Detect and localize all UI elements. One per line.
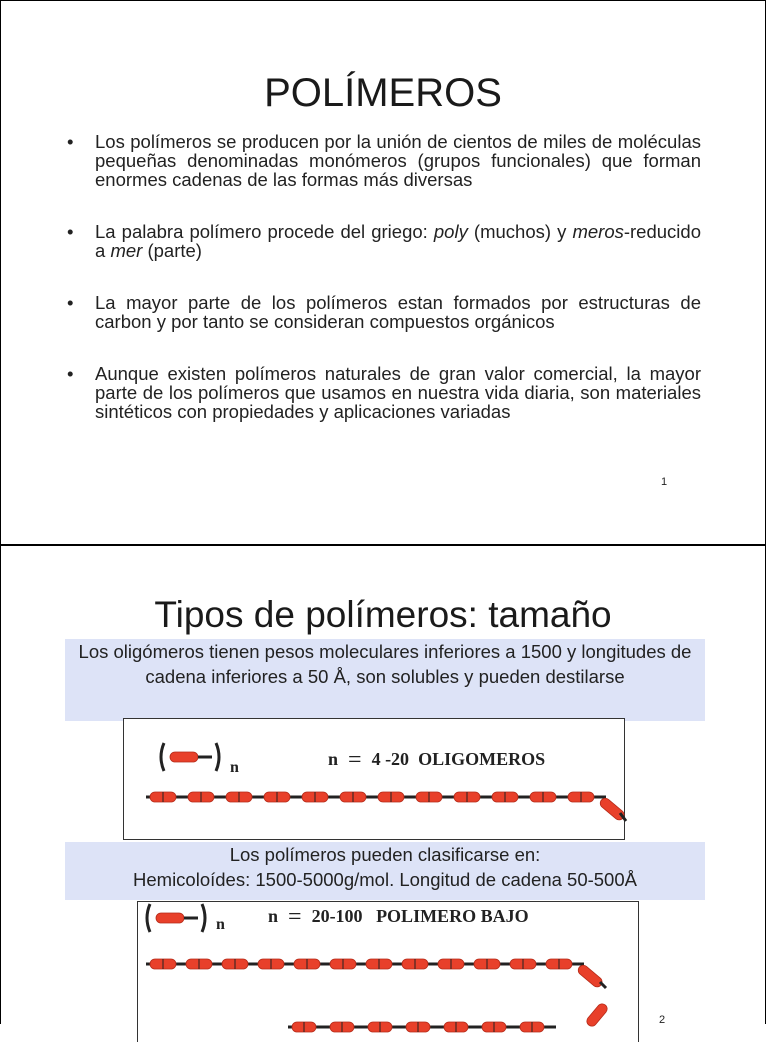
oligomer-diagram — [123, 718, 625, 840]
bullet-text: Aunque existen polímeros naturales de gran valor comercial, la mayor parte de los polímeros que usamos en nuestra vida diaria, son materiales sintéticos con propiedades y aplicaciones variadas — [95, 363, 701, 422]
range-label: 4 -20 — [371, 749, 410, 769]
low-polymer-equation — [268, 904, 529, 931]
bullet-text: (parte) — [142, 240, 202, 261]
band-line: Los polímeros pueden clasificarse en: — [229, 844, 541, 865]
oligomer-description — [65, 639, 705, 721]
bullet-item — [67, 293, 701, 331]
slide-2 — [0, 545, 766, 1024]
chain-link — [600, 982, 606, 988]
page-number: 2 — [659, 1014, 666, 1026]
type-label: OLIGOMEROS — [418, 749, 546, 769]
bullet-item — [67, 364, 701, 421]
bullet-list — [67, 132, 701, 421]
page-number: 1 — [661, 476, 668, 488]
bullet-text: (muchos) y — [467, 221, 573, 242]
n-label: n — [268, 906, 279, 926]
open-bracket — [147, 904, 150, 932]
close-bracket — [202, 904, 205, 932]
oligomer-equation — [328, 747, 545, 774]
bullet-text: La palabra polímero procede del griego: — [95, 221, 434, 242]
close-bracket — [216, 743, 219, 771]
polymer-classification — [65, 842, 705, 900]
slide-title: Tipos de polímeros: tamaño — [154, 594, 612, 635]
bullet-symbol: • — [67, 131, 74, 152]
n-label: n — [328, 749, 339, 769]
subscript-n: n — [230, 759, 239, 776]
band-line: Hemicoloídes: 1500-5000g/mol. Longitud de cadena 50-500Å — [133, 869, 637, 890]
bullet-symbol: • — [67, 292, 74, 313]
bullet-text: La mayor parte de los polímeros estan formados por estructuras de carbon y por tanto se consideran compuestos orgánicos — [95, 292, 701, 332]
bullet-symbol: • — [67, 363, 74, 384]
monomer-unit — [156, 913, 184, 923]
equals-sign: = — [288, 904, 302, 930]
bullet-item — [67, 132, 701, 189]
oligomer-chain-svg — [124, 719, 624, 839]
low-polymer-diagram — [137, 901, 639, 1042]
equals-sign: = — [348, 747, 362, 773]
band-text: Los oligómeros tienen pesos moleculares inferiores a 1500 y longitudes de cadena inferiores a 50 Å, son solubles y pueden destilarse — [78, 641, 692, 687]
italic-term: meros — [572, 221, 624, 242]
italic-term: poly — [433, 221, 468, 242]
type-label: POLIMERO BAJO — [376, 906, 529, 926]
monomer-unit — [170, 752, 198, 762]
subscript-n: n — [216, 916, 225, 933]
open-bracket — [161, 743, 164, 771]
bullet-text: Los polímeros se producen por la unión de cientos de miles de moléculas pequeñas denominadas monómeros (grupos funcionales) que forman enormes cadenas de las formas más diversas — [95, 131, 701, 190]
bullet-item — [67, 222, 701, 260]
monomer-segment — [585, 1002, 609, 1028]
italic-term: mer — [110, 240, 143, 261]
bullet-text: -reducido a — [95, 221, 701, 261]
monomer-segment — [576, 963, 604, 989]
slide-title: POLÍMEROS — [264, 71, 502, 115]
bullet-symbol: • — [67, 221, 74, 242]
range-label: 20-100 — [311, 906, 363, 926]
